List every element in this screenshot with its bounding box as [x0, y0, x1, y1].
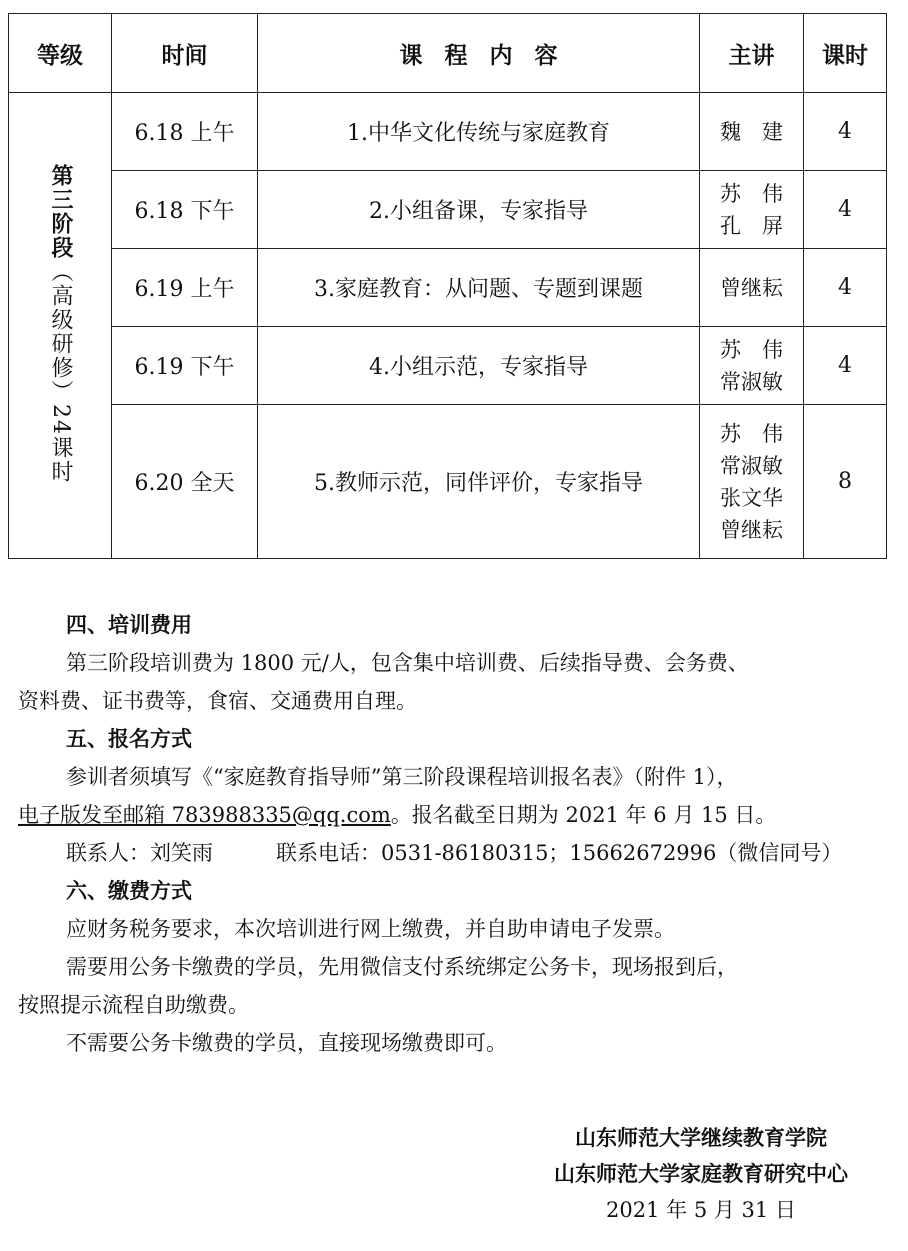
table-row [9, 171, 887, 249]
registration-paragraph-line2: 电子版发至邮箱 783988335@qq.com。报名截至日期为 2021 年 6 月 15 日。 [18, 803, 777, 827]
signature-org-1: 山东师范大学继续教育学院 [575, 1126, 827, 1150]
row-time: 6.19 上午 [112, 249, 258, 327]
row-hours: 4 [804, 171, 887, 249]
row-time: 6.20 全天 [112, 405, 258, 559]
header-time: 时间 [112, 14, 258, 93]
table-header-row [9, 14, 887, 93]
signature-org-2: 山东师范大学家庭教育研究中心 [554, 1162, 848, 1186]
schedule-table [8, 13, 887, 559]
table-row [9, 249, 887, 327]
row-hours: 4 [804, 327, 887, 405]
payment-paragraph-2-line2: 按照提示流程自助缴费。 [18, 993, 249, 1017]
row-hours: 4 [804, 249, 887, 327]
row-hours: 8 [804, 405, 887, 559]
row-content: 1.中华文化传统与家庭教育 [258, 93, 700, 171]
fee-heading: 四、培训费用 [66, 613, 192, 637]
signature-date: 2021 年 5 月 31 日 [606, 1198, 796, 1222]
row-content: 3.家庭教育：从问题、专题到课题 [258, 249, 700, 327]
fee-paragraph-line2: 资料费、证书费等，食宿、交通费用自理。 [18, 689, 417, 713]
registration-heading: 五、报名方式 [66, 727, 192, 751]
row-content: 5.教师示范，同伴评价，专家指导 [258, 405, 700, 559]
header-content: 课程内容 [258, 14, 700, 93]
row-lecturer: 魏 建 [700, 93, 804, 171]
body-text [18, 606, 890, 1062]
row-lecturer: 苏 伟 常淑敏 [700, 327, 804, 405]
fee-paragraph-line1: 第三阶段培训费为 1800 元/人，包含集中培训费、后续指导费、会务费、 [66, 651, 749, 675]
table-row [9, 327, 887, 405]
table-row [9, 405, 887, 559]
header-level: 等级 [9, 14, 112, 93]
payment-paragraph-2-line1: 需要用公务卡缴费的学员，先用微信支付系统绑定公务卡，现场报到后， [66, 955, 738, 979]
level-label-rest: （高级研修）24课时 [48, 259, 73, 484]
level-cell [9, 93, 112, 559]
contact-line: 联系人：刘笑雨 联系电话：0531-86180315；15662672996（微信同号） [66, 841, 843, 865]
header-hours: 课时 [804, 14, 887, 93]
row-hours: 4 [804, 93, 887, 171]
row-lecturer: 曾继耘 [700, 249, 804, 327]
level-label-bold: 第三阶段 [48, 163, 73, 260]
payment-paragraph-3: 不需要公务卡缴费的学员，直接现场缴费即可。 [66, 1031, 507, 1055]
row-content: 4.小组示范，专家指导 [258, 327, 700, 405]
header-lecturer: 主讲 [700, 14, 804, 93]
signature-block [554, 1120, 848, 1228]
table-row [9, 93, 887, 171]
row-lecturer: 苏 伟 常淑敏 张文华 曾继耘 [700, 405, 804, 559]
payment-heading: 六、缴费方式 [66, 879, 192, 903]
row-lecturer: 苏 伟 孔 屏 [700, 171, 804, 249]
row-time: 6.18 下午 [112, 171, 258, 249]
email-link[interactable]: 电子版发至邮箱 783988335@qq.com [18, 803, 391, 827]
payment-paragraph-1: 应财务税务要求，本次培训进行网上缴费，并自助申请电子发票。 [66, 917, 675, 941]
row-content: 2.小组备课，专家指导 [258, 171, 700, 249]
registration-paragraph-line1: 参训者须填写《“家庭教育指导师”第三阶段课程培训报名表》（附件 1）， [66, 765, 738, 789]
row-time: 6.18 上午 [112, 93, 258, 171]
row-time: 6.19 下午 [112, 327, 258, 405]
